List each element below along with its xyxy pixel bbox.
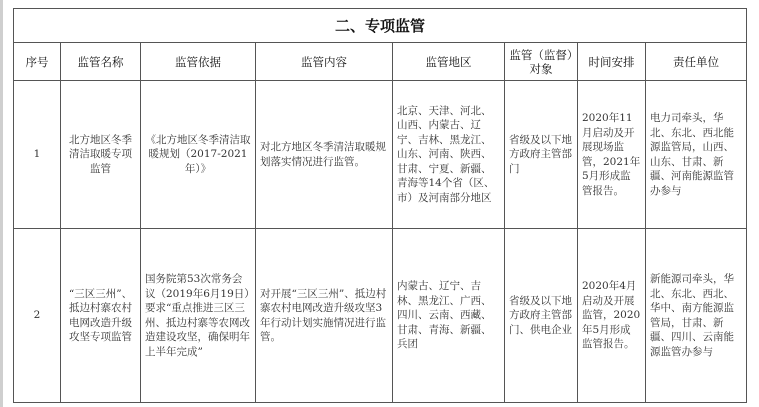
header-region: 监管地区 xyxy=(393,43,505,81)
cell-seq: 2 xyxy=(14,229,61,403)
header-row xyxy=(14,43,747,81)
title-row xyxy=(14,9,747,43)
cell-name: “三区三州”、抵边村寨农村电网改造升级攻坚专项监管 xyxy=(61,229,141,403)
cell-name: 北方地区冬季清洁取暖专项监管 xyxy=(61,81,141,229)
cell-schedule: 2020年4月启动及开展监管，2020年5月形成监管报告。 xyxy=(578,229,646,403)
header-unit: 责任单位 xyxy=(646,43,747,81)
cell-target: 省级及以下地方政府主管部门 xyxy=(505,81,578,229)
page-edge xyxy=(0,0,3,407)
cell-target: 省级及以下地方政府主管部门、供电企业 xyxy=(505,229,578,403)
section-title: 二、专项监管 xyxy=(14,9,747,43)
table-row xyxy=(14,81,747,229)
cell-unit: 新能源司牵头，华北、东北、西北、华中、南方能源监管局，甘肃、新疆、四川、云南能源监管办参与 xyxy=(646,229,747,403)
header-schedule: 时间安排 xyxy=(578,43,646,81)
cell-basis: 国务院第53次常务会议（2019年6月19日）要求“重点推进三区三州、抵边村寨等农网改造建设攻坚，确保明年上半年完成” xyxy=(141,229,256,403)
cell-region: 北京、天津、河北、山西、内蒙古、辽宁、吉林、黑龙江、山东、河南、陕西、甘肃、宁夏、新疆、青海等14个省（区、市）及河南部分地区 xyxy=(393,81,505,229)
supervision-table xyxy=(13,8,747,403)
cell-schedule: 2020年11月启动及开展现场监管，2021年5月形成监管报告。 xyxy=(578,81,646,229)
cell-content: 对北方地区冬季清洁取暖规划落实情况进行监管。 xyxy=(256,81,393,229)
table-row xyxy=(14,229,747,403)
header-target: 监管（监督）对象 xyxy=(505,43,578,81)
header-seq: 序号 xyxy=(14,43,61,81)
cell-basis: 《北方地区冬季清洁取暖规划（2017-2021年）》 xyxy=(141,81,256,229)
cell-content: 对开展“三区三州”、抵边村寨农村电网改造升级攻坚3年行动计划实施情况进行监管。 xyxy=(256,229,393,403)
header-name: 监管名称 xyxy=(61,43,141,81)
cell-region: 内蒙古、辽宁、吉林、黑龙江、广西、四川、云南、西藏、甘肃、青海、新疆、兵团 xyxy=(393,229,505,403)
header-basis: 监管依据 xyxy=(141,43,256,81)
cell-unit: 电力司牵头，华北、东北、西北能源监管局，山西、山东、甘肃、新疆、河南能源监管办参与 xyxy=(646,81,747,229)
cell-seq: 1 xyxy=(14,81,61,229)
header-content: 监管内容 xyxy=(256,43,393,81)
